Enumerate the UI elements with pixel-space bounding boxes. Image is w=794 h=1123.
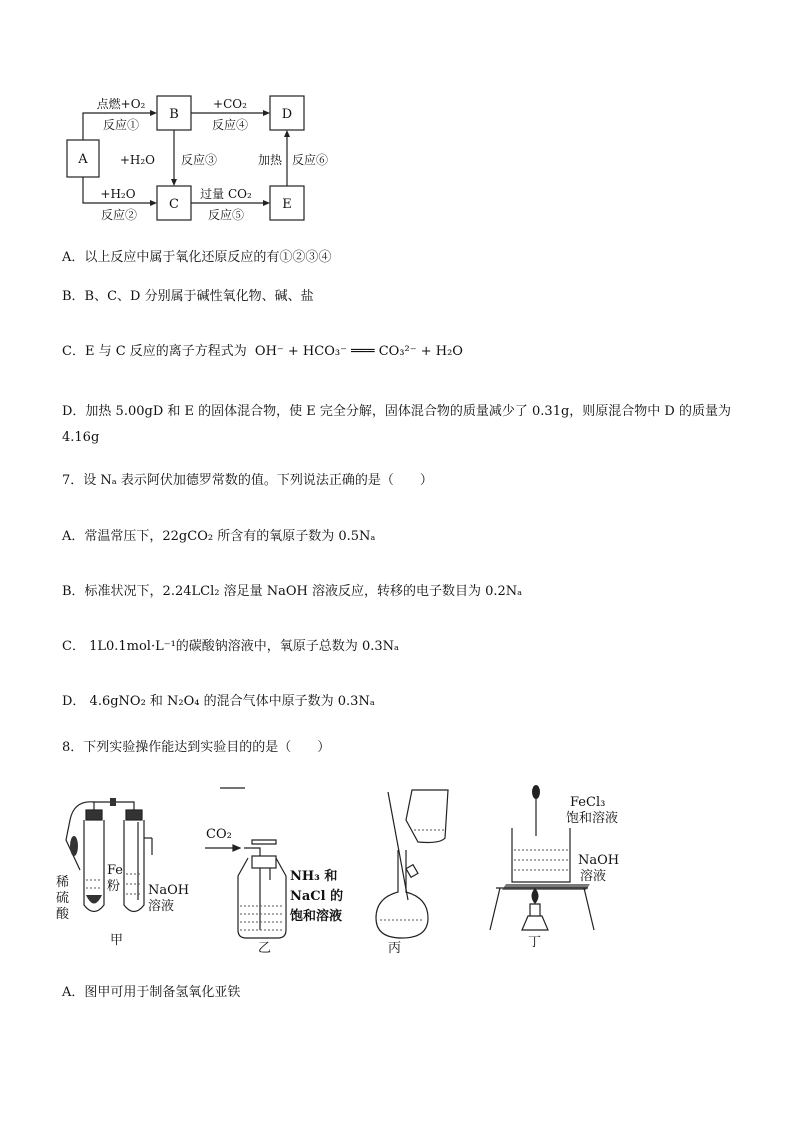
edge-r3-right: 反应③ (181, 153, 218, 167)
q7-option-a: A．常温常压下，22gCO₂ 所含有的氧原子数为 0.5Nₐ (62, 529, 376, 544)
fig-bing (376, 790, 448, 938)
fig-yi (205, 788, 286, 938)
ding-naoh-1: NaOH (578, 853, 620, 868)
edge-r6-left: 加热 (257, 153, 282, 167)
edge-r5-bottom: 反应⑤ (207, 208, 245, 222)
q7-stem: 7．设 Nₐ 表示阿伏加德罗常数的值。下列说法正确的是（ ） (62, 473, 433, 488)
edge-r1-bottom: 反应① (102, 118, 140, 132)
jia-naoh-1: NaOH (148, 883, 190, 898)
node-d-label: D (281, 107, 293, 122)
q7-option-d: D． 4.6gNO₂ 和 N₂O₄ 的混合气体中原子数为 0.3Nₐ (62, 694, 375, 709)
edge-r4-top: +CO₂ (213, 97, 247, 111)
edge-r6-right: 反应⑥ (292, 153, 329, 167)
q8-stem: 8．下列实验操作能达到实验目的的是（ ） (62, 740, 331, 755)
q6-option-d: D．加热 5.00gD 和 E 的固体混合物，使 E 完全分解，固体混合物的质量减少了 0.31g，则原混合物中 D 的质量为 4.16g (62, 404, 731, 445)
yi-label-1: NH₃ 和 (290, 869, 338, 884)
q8-option-a: A．图甲可用于制备氢氧化亚铁 (62, 985, 241, 1000)
jia-fe-2: 粉 (107, 879, 121, 894)
node-c-label: C (169, 197, 179, 212)
fig-jia (66, 802, 152, 912)
edge-r5-top: 过量 CO₂ (200, 187, 252, 201)
q6-option-c (62, 341, 463, 363)
edge-r3-left: +H₂O (119, 153, 155, 167)
edge-r4-bottom: 反应④ (211, 118, 249, 132)
ding-saturated: 饱和溶液 (566, 811, 619, 826)
jia-caption: 甲 (110, 933, 124, 948)
edge-r2-bottom: 反应② (100, 208, 138, 222)
yi-gas: CO₂ (206, 827, 232, 842)
node-e-label: E (282, 197, 292, 212)
bing-caption: 丙 (388, 941, 402, 956)
q8-apparatus-figures (0, 780, 794, 960)
q6-option-c-text: C．E 与 C 反应的离子方程式为 (62, 344, 247, 359)
jia-naoh-2: 溶液 (148, 899, 175, 914)
yi-label-2: NaCl 的 (290, 889, 344, 904)
edge-r1-top: 点燃+O₂ (96, 97, 146, 111)
node-b-label: B (169, 107, 179, 122)
node-a-label: A (78, 152, 88, 167)
yi-caption: 乙 (258, 941, 272, 956)
q6-option-a: A．以上反应中属于氧化还原反应的有①②③④ (62, 250, 332, 265)
jia-acid-3: 酸 (56, 907, 70, 922)
ding-caption: 丁 (528, 935, 542, 950)
q7-option-c: C． 1L0.1mol·L⁻¹的碳酸钠溶液中，氧原子总数为 0.3Nₐ (62, 639, 400, 654)
q6-option-b: B．B、C、D 分别属于碱性氧化物、碱、盐 (62, 289, 314, 304)
q7-option-b: B．标准状况下，2.24LCl₂ 溶足量 NaOH 溶液反应，转移的电子数目为 0.2Nₐ (62, 584, 523, 599)
ding-fecl3: FeCl₃ (570, 795, 606, 810)
q6-option-c-equation: OH⁻ + HCO₃⁻ ═══ CO₃²⁻ + H₂O (254, 344, 463, 359)
reaction-diagram (0, 0, 794, 240)
jia-acid-1: 稀 (56, 875, 70, 890)
yi-label-3: 饱和溶液 (290, 909, 343, 924)
edge-r2-top: +H₂O (100, 187, 136, 201)
jia-fe-1: Fe (107, 863, 124, 878)
jia-acid-2: 硫 (56, 891, 70, 906)
ding-naoh-2: 溶液 (580, 869, 607, 884)
